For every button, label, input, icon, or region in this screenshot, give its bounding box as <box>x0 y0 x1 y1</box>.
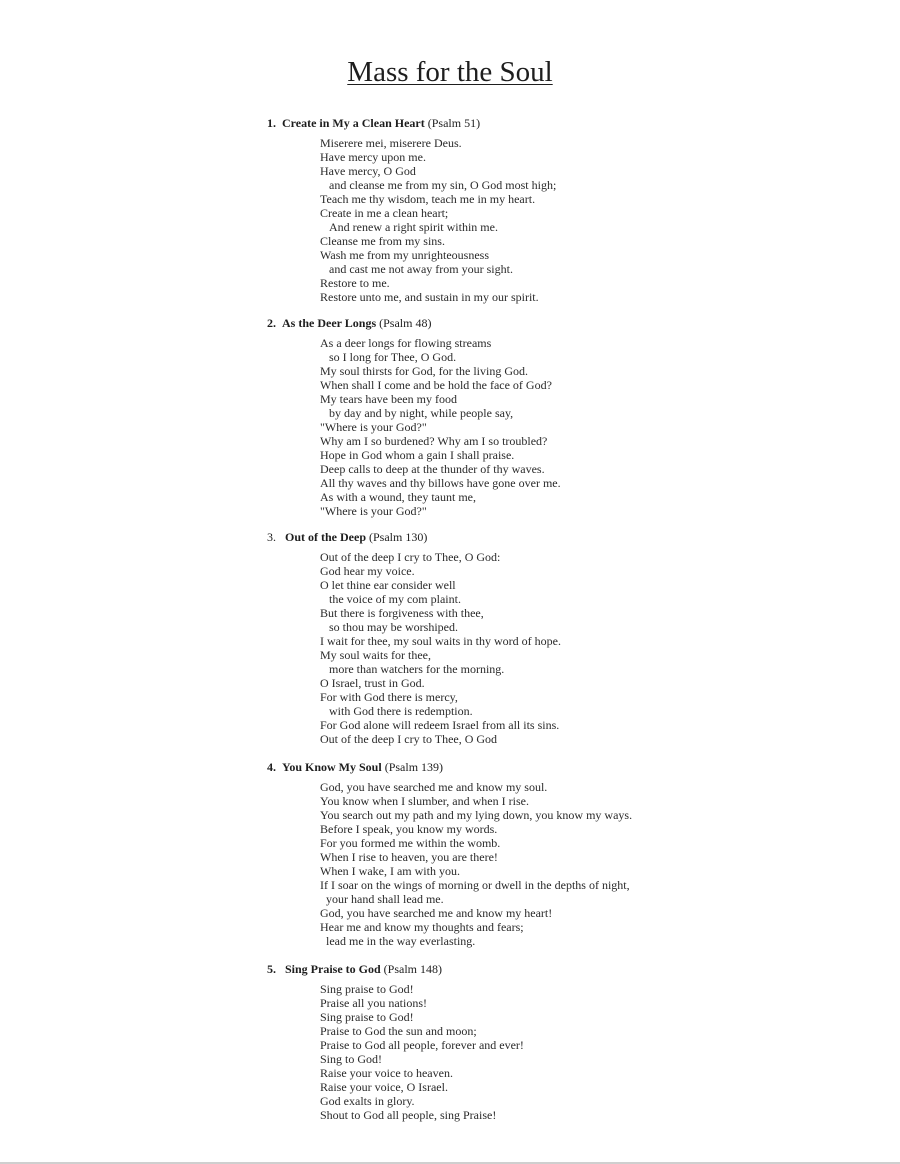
verse-line: "Where is your God?" <box>320 504 427 518</box>
verse-line: And renew a right spirit within me. <box>329 220 498 234</box>
section-number: 4. <box>267 760 276 774</box>
verse-line: Sing praise to God! <box>320 982 414 996</box>
section-lines <box>320 780 632 948</box>
verse-line: Teach me thy wisdom, teach me in my heart. <box>320 192 536 206</box>
verse-line: Restore unto me, and sustain in my our spirit. <box>320 290 539 304</box>
verse-line: But there is forgiveness with thee, <box>320 606 484 620</box>
verse-line: My tears have been my food <box>320 392 457 406</box>
verse-line: more than watchers for the morning. <box>329 662 505 676</box>
verse-line: My soul waits for thee, <box>320 648 431 662</box>
verse-line: For with God there is mercy, <box>320 690 458 704</box>
section-psalm: (Psalm 48) <box>379 316 432 330</box>
verse-line: and cast me not away from your sight. <box>329 262 513 276</box>
verse-line: My soul thirsts for God, for the living God. <box>320 364 528 378</box>
section-heading <box>267 962 442 976</box>
verse-line: so I long for Thee, O God. <box>329 350 457 364</box>
verse-line: As with a wound, they taunt me, <box>320 490 476 504</box>
verse-line: Praise to God the sun and moon; <box>320 1024 477 1038</box>
section-heading <box>267 316 431 330</box>
section-psalm: (Psalm 148) <box>383 962 443 976</box>
verse-line: God, you have searched me and know my soul. <box>320 780 548 794</box>
verse-line: Create in me a clean heart; <box>320 206 449 220</box>
section-psalm: (Psalm 130) <box>369 530 428 544</box>
verse-line: Have mercy upon me. <box>320 150 426 164</box>
section-number: 1. <box>267 116 276 130</box>
verse-line: When I rise to heaven, you are there! <box>320 850 498 864</box>
verse-line: with God there is redemption. <box>329 704 473 718</box>
verse-line: O let thine ear consider well <box>320 578 456 592</box>
verse-line: Have mercy, O God <box>320 164 416 178</box>
section-psalm: (Psalm 51) <box>427 116 481 130</box>
verse-line: Why am I so burdened? Why am I so troubled? <box>320 434 548 448</box>
verse-line: Praise to God all people, forever and ever! <box>320 1038 524 1052</box>
section-lines <box>320 336 561 518</box>
verse-line: Miserere mei, miserere Deus. <box>320 136 462 150</box>
verse-line: God exalts in glory. <box>320 1094 415 1108</box>
verse-line: For God alone will redeem Israel from all its sins. <box>320 718 560 732</box>
verse-line: Sing to God! <box>320 1052 383 1066</box>
section-heading <box>267 530 427 544</box>
verse-line: "Where is your God?" <box>320 420 427 434</box>
verse-line: so thou may be worshiped. <box>329 620 458 634</box>
page-title: Mass for the Soul <box>347 56 553 88</box>
verse-line: I wait for thee, my soul waits in thy word of hope. <box>320 634 561 648</box>
verse-line: your hand shall lead me. <box>326 892 444 906</box>
verse-line: Cleanse me from my sins. <box>320 234 445 248</box>
verse-line: and cleanse me from my sin, O God most high; <box>329 178 557 192</box>
verse-line: Raise your voice to heaven. <box>320 1066 453 1080</box>
section-number: 5. <box>267 962 276 976</box>
section-heading <box>267 760 443 774</box>
verse-line: You search out my path and my lying down, you know my ways. <box>320 808 633 822</box>
verse-line: Before I speak, you know my words. <box>320 822 498 836</box>
verse-line: Shout to God all people, sing Praise! <box>320 1108 497 1122</box>
verse-line: Wash me from my unrighteousness <box>320 248 490 262</box>
verse-line: O Israel, trust in God. <box>320 676 425 690</box>
verse-line: Out of the deep I cry to Thee, O God: <box>320 550 501 564</box>
verse-line: Sing praise to God! <box>320 1010 414 1024</box>
section-title: As the Deer Longs <box>282 316 377 330</box>
section-lines <box>320 982 524 1122</box>
section-title: Create in My a Clean Heart <box>282 116 425 130</box>
verse-line: As a deer longs for flowing streams <box>320 336 492 350</box>
verse-line: If I soar on the wings of morning or dwell in the depths of night, <box>320 878 630 892</box>
verse-line: the voice of my com plaint. <box>329 592 461 606</box>
section-psalm: (Psalm 139) <box>384 760 444 774</box>
verse-line: God hear my voice. <box>320 564 415 578</box>
section-lines <box>320 550 561 746</box>
section-number: 2. <box>267 316 276 330</box>
verse-line: Hope in God whom a gain I shall praise. <box>320 448 515 462</box>
verse-line: All thy waves and thy billows have gone over me. <box>320 476 561 490</box>
section-lines <box>320 136 556 304</box>
verse-line: Raise your voice, O Israel. <box>320 1080 448 1094</box>
verse-line: by day and by night, while people say, <box>329 406 514 420</box>
section-title: Out of the Deep <box>285 530 366 544</box>
verse-line: Out of the deep I cry to Thee, O God <box>320 732 498 746</box>
verse-line: Hear me and know my thoughts and fears; <box>320 920 524 934</box>
verse-line: Restore to me. <box>320 276 390 290</box>
verse-line: Praise all you nations! <box>320 996 427 1010</box>
section-number: 3. <box>267 530 276 544</box>
verse-line: Deep calls to deep at the thunder of thy waves. <box>320 462 545 476</box>
verse-line: When shall I come and be hold the face of God? <box>320 378 552 392</box>
verse-line: When I wake, I am with you. <box>320 864 460 878</box>
verse-line: lead me in the way everlasting. <box>326 934 476 948</box>
section-heading <box>267 116 480 130</box>
verse-line: For you formed me within the womb. <box>320 836 501 850</box>
verse-line: You know when I slumber, and when I rise. <box>320 794 529 808</box>
section-title: You Know My Soul <box>282 760 382 774</box>
section-title: Sing Praise to God <box>285 962 381 976</box>
verse-line: God, you have searched me and know my heart! <box>320 906 553 920</box>
